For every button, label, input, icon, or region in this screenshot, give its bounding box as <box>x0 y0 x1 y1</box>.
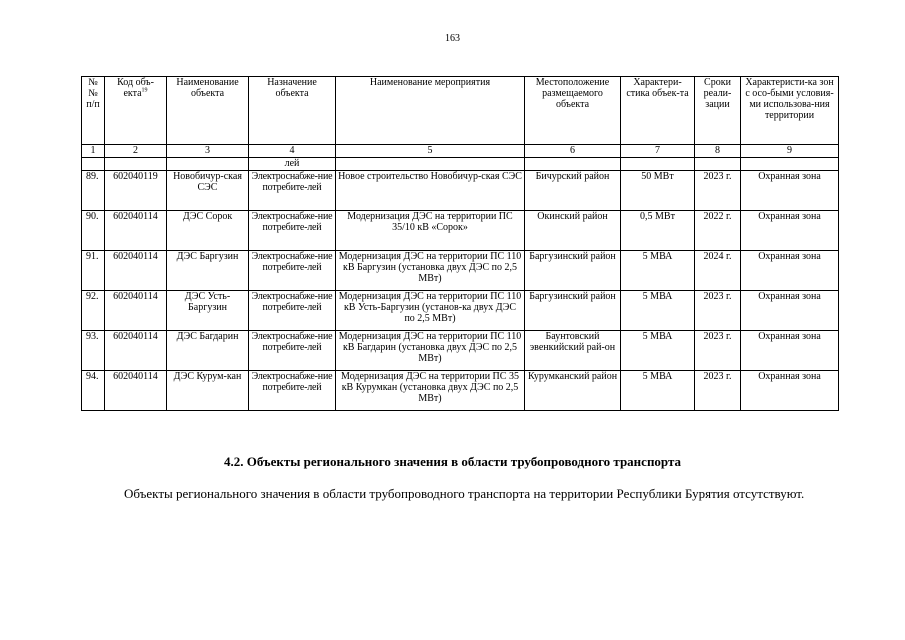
row-characteristic: 5 МВА <box>621 371 695 411</box>
row-location: Баунтовский эвенкийский рай-он <box>525 331 621 371</box>
table-row <box>82 211 839 251</box>
row-zone: Охранная зона <box>741 171 839 211</box>
row-zone: Охранная зона <box>741 211 839 251</box>
row-deadline: 2023 г. <box>695 171 741 211</box>
table-row <box>82 251 839 291</box>
row-num: 90. <box>82 211 105 251</box>
row-deadline: 2023 г. <box>695 371 741 411</box>
row-purpose: Электроснабже-ние потребите-лей <box>249 371 336 411</box>
continuation-row <box>82 158 839 171</box>
row-num: 92. <box>82 291 105 331</box>
row-event: Модернизация ДЭС на территории ПС 35 кВ Курумкан (установка двух ДЭС по 2,5 МВт) <box>336 371 525 411</box>
header-num: № № п/п <box>82 77 105 145</box>
header-event: Наименование мероприятия <box>336 77 525 145</box>
row-location: Курумканский район <box>525 371 621 411</box>
column-number: 5 <box>336 145 525 158</box>
row-code: 602040114 <box>105 211 167 251</box>
row-characteristic: 5 МВА <box>621 291 695 331</box>
row-purpose: Электроснабже-ние потребите-лей <box>249 251 336 291</box>
row-num: 89. <box>82 171 105 211</box>
header-zone: Характеристи-ка зон с осо-быми условия-ми использова-ния территории <box>741 77 839 145</box>
column-number: 6 <box>525 145 621 158</box>
row-deadline: 2023 г. <box>695 331 741 371</box>
column-number: 7 <box>621 145 695 158</box>
header-purpose: Назначение объекта <box>249 77 336 145</box>
table-row <box>82 171 839 211</box>
row-deadline: 2023 г. <box>695 291 741 331</box>
row-purpose: Электроснабже-ние потребите-лей <box>249 331 336 371</box>
column-number: 2 <box>105 145 167 158</box>
row-purpose: Электроснабже-ние потребите-лей <box>249 211 336 251</box>
table-row <box>82 371 839 411</box>
header-location: Местоположение размещаемого объекта <box>525 77 621 145</box>
row-num: 94. <box>82 371 105 411</box>
row-name: ДЭС Курум-кан <box>167 371 249 411</box>
header-code <box>105 77 167 145</box>
row-event: Модернизация ДЭС на территории ПС 110 кВ Багдарин (установка двух ДЭС по 2,5 МВт) <box>336 331 525 371</box>
row-event: Модернизация ДЭС на территории ПС 110 кВ Усть-Баргузин (установ-ка двух ДЭС по 2,5 МВт) <box>336 291 525 331</box>
column-number: 1 <box>82 145 105 158</box>
row-code: 602040114 <box>105 251 167 291</box>
row-code: 602040119 <box>105 171 167 211</box>
row-code: 602040114 <box>105 291 167 331</box>
row-event: Новое строительство Новобичур-ская СЭС <box>336 171 525 211</box>
page-number: 163 <box>445 33 460 44</box>
header-code-label: Код объ-екта <box>117 77 154 99</box>
row-location: Бичурский район <box>525 171 621 211</box>
row-num: 91. <box>82 251 105 291</box>
row-location: Баргузинский район <box>525 251 621 291</box>
section-heading: 4.2. Объекты регионального значения в области трубопроводного транспорта <box>223 454 682 469</box>
column-number: 4 <box>249 145 336 158</box>
column-number: 9 <box>741 145 839 158</box>
row-zone: Охранная зона <box>741 371 839 411</box>
row-characteristic: 50 МВт <box>621 171 695 211</box>
header-characteristic: Характери-стика объек-та <box>621 77 695 145</box>
row-characteristic: 0,5 МВт <box>621 211 695 251</box>
column-number-row <box>82 145 839 158</box>
row-name: ДЭС Сорок <box>167 211 249 251</box>
row-location: Окинский район <box>525 211 621 251</box>
table-header-row <box>82 77 839 145</box>
table-row <box>82 331 839 371</box>
objects-table <box>81 76 839 411</box>
header-deadline: Сроки реали-зации <box>695 77 741 145</box>
row-event: Модернизация ДЭС на территории ПС 35/10 кВ «Сорок» <box>336 211 525 251</box>
header-name: Наименование объекта <box>167 77 249 145</box>
row-purpose: Электроснабже-ние потребите-лей <box>249 291 336 331</box>
row-zone: Охранная зона <box>741 331 839 371</box>
table-row <box>82 291 839 331</box>
row-purpose: Электроснабже-ние потребите-лей <box>249 171 336 211</box>
row-name: ДЭС Баргузин <box>167 251 249 291</box>
body-paragraph: Объекты регионального значения в области трубопроводного транспорта на территории Республики Бурятия отсутствуют. <box>124 486 805 501</box>
row-event: Модернизация ДЭС на территории ПС 110 кВ Баргузин (установка двух ДЭС по 2,5 МВт) <box>336 251 525 291</box>
column-number: 8 <box>695 145 741 158</box>
row-deadline: 2022 г. <box>695 211 741 251</box>
row-characteristic: 5 МВА <box>621 331 695 371</box>
row-code: 602040114 <box>105 331 167 371</box>
row-name: ДЭС Багдарин <box>167 331 249 371</box>
column-number: 3 <box>167 145 249 158</box>
footnote-ref: 19 <box>141 87 148 94</box>
row-zone: Охранная зона <box>741 291 839 331</box>
row-zone: Охранная зона <box>741 251 839 291</box>
row-location: Баргузинский район <box>525 291 621 331</box>
row-name: ДЭС Усть-Баргузин <box>167 291 249 331</box>
continuation-text: лей <box>249 158 336 171</box>
row-code: 602040114 <box>105 371 167 411</box>
row-characteristic: 5 МВА <box>621 251 695 291</box>
row-deadline: 2024 г. <box>695 251 741 291</box>
row-name: Новобичур-ская СЭС <box>167 171 249 211</box>
row-num: 93. <box>82 331 105 371</box>
